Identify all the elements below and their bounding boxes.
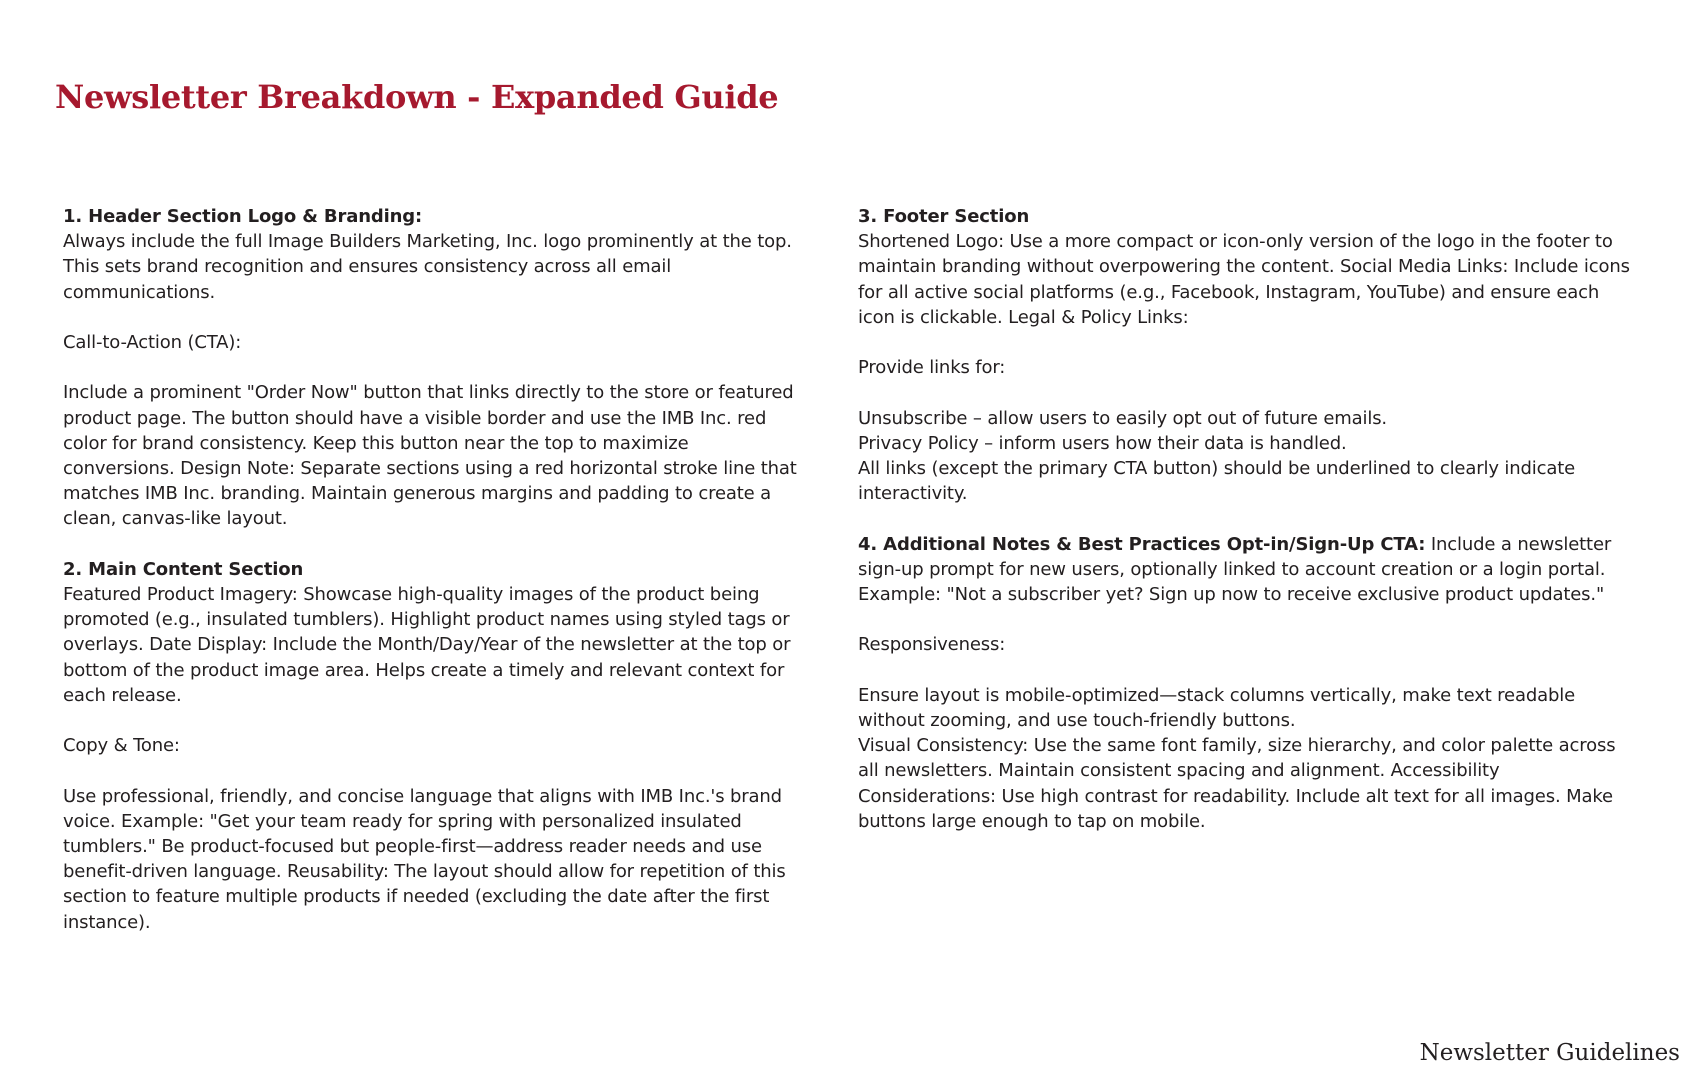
additional-notes-heading: 4. Additional Notes & Best Practices Opt-in/Sign-Up CTA: — [858, 533, 1426, 555]
footer-title: Newsletter Guidelines — [1419, 1040, 1680, 1066]
link-privacy-item: Privacy Policy – inform users how their data is handled. — [858, 432, 1347, 454]
links-list — [858, 406, 1638, 507]
right-column — [858, 204, 1638, 834]
responsiveness-label: Responsiveness: — [858, 634, 1006, 656]
page-title: Newsletter Breakdown - Expanded Guide — [55, 78, 779, 116]
main-content-block — [63, 557, 803, 708]
cta-label: Call-to-Action (CTA): — [63, 332, 242, 353]
link-unsubscribe-item: Unsubscribe – allow users to easily opt out of future emails. — [858, 407, 1388, 429]
footer-section-heading: 3. Footer Section — [858, 206, 1030, 227]
header-section-block — [63, 204, 803, 305]
main-content-heading: 2. Main Content Section — [63, 558, 304, 580]
visual-consistency-body: Visual Consistency: Use the same font family, size hierarchy, and color palette across all newsletters. Maintain consistent spacing and alignment. Accessibility Considerations: Use high contrast for readability. Include alt text for all images. Make buttons large enough to tap on mobile. — [858, 735, 1616, 832]
main-content-body: Featured Product Imagery: Showcase high-quality images of the product being promoted (e.g., insulated tumblers). Highlight product names using styled tags or overlays. Date Display: Include the Month/Day/Year of the newsletter at the top or bottom of the product image area. Helps create a timely and relevant context for each release. — [63, 584, 791, 706]
footer-section-body: Shortened Logo: Use a more compact or icon-only version of the logo in the footer to maintain branding without overpowering the content. Social Media Links: Include icons for all active social platforms (e.g., Facebook, Instagram, YouTube) and ensure each icon is clickable. Legal & Policy Links: — [858, 231, 1630, 328]
additional-notes-block — [858, 532, 1638, 608]
left-column — [63, 204, 803, 935]
links-label: Provide links for: — [858, 357, 1006, 379]
link-all-item: All links (except the primary CTA button) should be underlined to clearly indicate interactivity. — [858, 458, 1576, 505]
additional-notes-body: Include a newsletter sign-up prompt for new users, optionally linked to account creation or a login portal. Example: "Not a subscriber yet? Sign up now to receive exclusive product updates." — [858, 533, 1612, 605]
cta-body: Include a prominent "Order Now" button that links directly to the store or featured product page. The button should have a visible border and use the IMB Inc. red color for brand consistency. Keep this button near the top to maximize conversions. Design Note: Separate sections using a red horizontal stroke line that matches IMB Inc. branding. Maintain generous margins and padding to create a clean, canvas-like layout. — [63, 382, 797, 530]
header-section-body: Always include the full Image Builders Marketing, Inc. logo prominently at the top. This sets brand recognition and ensures consistency across all email communications. — [63, 231, 792, 303]
responsiveness-body: Ensure layout is mobile-optimized—stack columns vertically, make text readable without zooming, and use touch-friendly buttons. — [858, 684, 1576, 731]
responsiveness-block — [858, 683, 1638, 834]
header-section-heading: 1. Header Section Logo & Branding: — [63, 206, 423, 227]
footer-section-block — [858, 204, 1638, 330]
copy-tone-body: Use professional, friendly, and concise language that aligns with IMB Inc.'s brand voice. Example: "Get your team ready for spring with personalized insulated tumblers." Be product-focused but people-first—address reader needs and use benefit-driven language. Reusability: The layout should allow for repetition of this section to feature multiple products if needed (excluding the date after the first instance). — [63, 785, 786, 933]
copy-tone-label: Copy & Tone: — [63, 735, 180, 757]
